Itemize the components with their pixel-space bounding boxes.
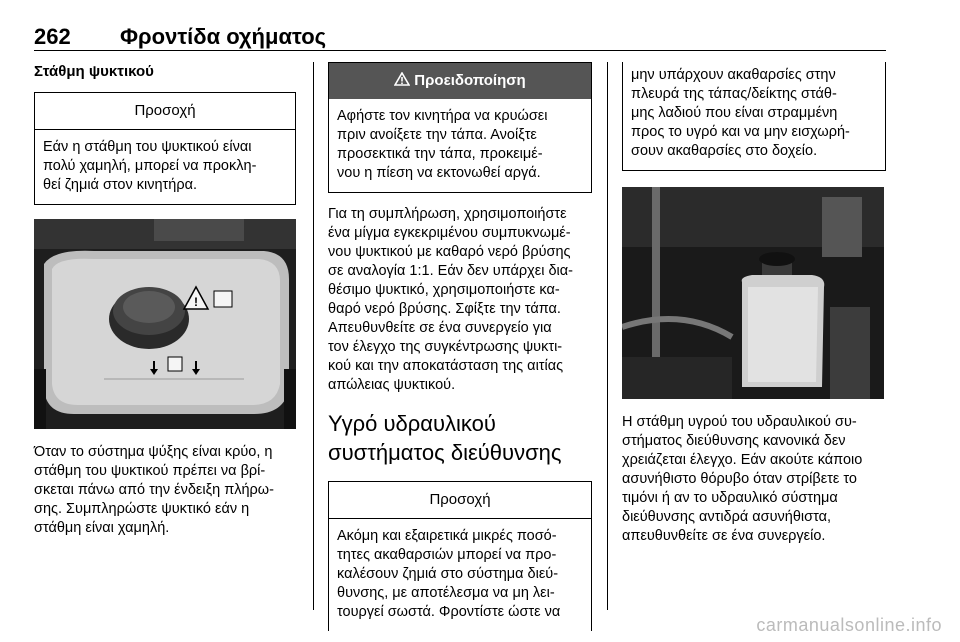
section-title-coolant: Στάθμη ψυκτικού — [34, 63, 154, 80]
steering-caution-box — [328, 481, 592, 631]
warning-title: Προειδοποίηση — [414, 72, 526, 89]
caution-box — [34, 92, 296, 205]
column-2 — [328, 62, 592, 631]
watermark: carmanualsonline.info — [756, 615, 942, 635]
coolant-paragraph: Όταν το σύστημα ψύξης είναι κρύο, η στάθμη του ψυκτικού πρέπει να βρί- σκεται πάνω από την ένδειξη πλήρω- σης. Συμπληρώστε ψυκτικό εάν η στάθμη είναι χαμηλή. — [34, 444, 274, 536]
warning-triangle-icon — [394, 71, 410, 91]
svg-text:!: ! — [194, 295, 198, 309]
refill-paragraph: Για τη συμπλήρωση, χρησιμοποιήστε ένα μίγμα εγκεκριμένου συμπυκνωμέ- νου ψυκτικού με καθαρό νερό βρύσης σε αναλογία 1:1. Εάν δεν υπάρχει δια- θέσιμο ψυκτικό, χρησιμοποιήστε κα- θαρό νερό βρύσης. Σφίξτε την τάπα. Απευθυνθείτε σε ένα συνεργείο για τον έλεγχο της συγκέντρωσης ψυκτι- κού και την αποκατάσταση της αιτίας απώλειας ψυκτικού. — [328, 206, 573, 393]
section-title-steering-fluid: Υγρό υδραυλικού συστήματος διεύθυνσης — [328, 411, 562, 465]
warning-body: Αφήστε τον κινητήρα να κρυώσει πριν ανοίξετε την τάπα. Ανοίξτε προσεκτικά την τάπα, προκειμέ- νου η πίεση να εκτονωθεί αργά. — [337, 108, 548, 181]
column-3 — [622, 62, 886, 546]
chapter-title: Φροντίδα οχήματος — [120, 24, 327, 49]
page-header — [34, 0, 886, 51]
column-divider — [313, 62, 314, 610]
column-1 — [34, 62, 296, 538]
caution-body: Εάν η στάθμη του ψυκτικού είναι πολύ χαμηλή, μπορεί να προκλη- θεί ζημιά στον κινητήρα. — [43, 139, 257, 193]
steering-caution-continued: μην υπάρχουν ακαθαρσίες στην πλευρά της τάπας/δείκτης στάθ- μης λαδιού που είναι στραμμένη προς το υγρό και να μην εισχωρή- σουν ακαθαρσίες στο δοχείο. — [622, 62, 886, 171]
steering-caution-body: Ακόμη και εξαιρετικά μικρές ποσό- τητες ακαθαρσιών μπορεί να προ- καλέσουν ζημιά στο σύστημα διεύ- θυνσης, με αποτέλεσμα να μη λει- τουργεί σωστά. Φροντίστε ώστε να — [337, 528, 561, 620]
steering-reservoir-photo — [622, 187, 884, 399]
coolant-reservoir-photo — [34, 219, 296, 429]
steering-caution-title: Προσοχή — [329, 482, 591, 519]
column-divider — [607, 62, 608, 610]
warning-box — [328, 62, 592, 193]
warning-header — [329, 63, 591, 99]
page-number: 262 — [34, 24, 71, 49]
caution-title: Προσοχή — [35, 93, 295, 130]
steering-paragraph: Η στάθμη υγρού του υδραυλικού συ- στήματος διεύθυνσης κανονικά δεν χρειάζεται έλεγχο. Εάν ακούτε κάποιο ασυνήθιστο θόρυβο όταν στρίβετε το τιμόνι ή αν το υδραυλικό σύστημα διεύθυνσης αντιδρά ασυνήθιστα, απευθυνθείτε σε ένα συνεργείο. — [622, 414, 863, 544]
